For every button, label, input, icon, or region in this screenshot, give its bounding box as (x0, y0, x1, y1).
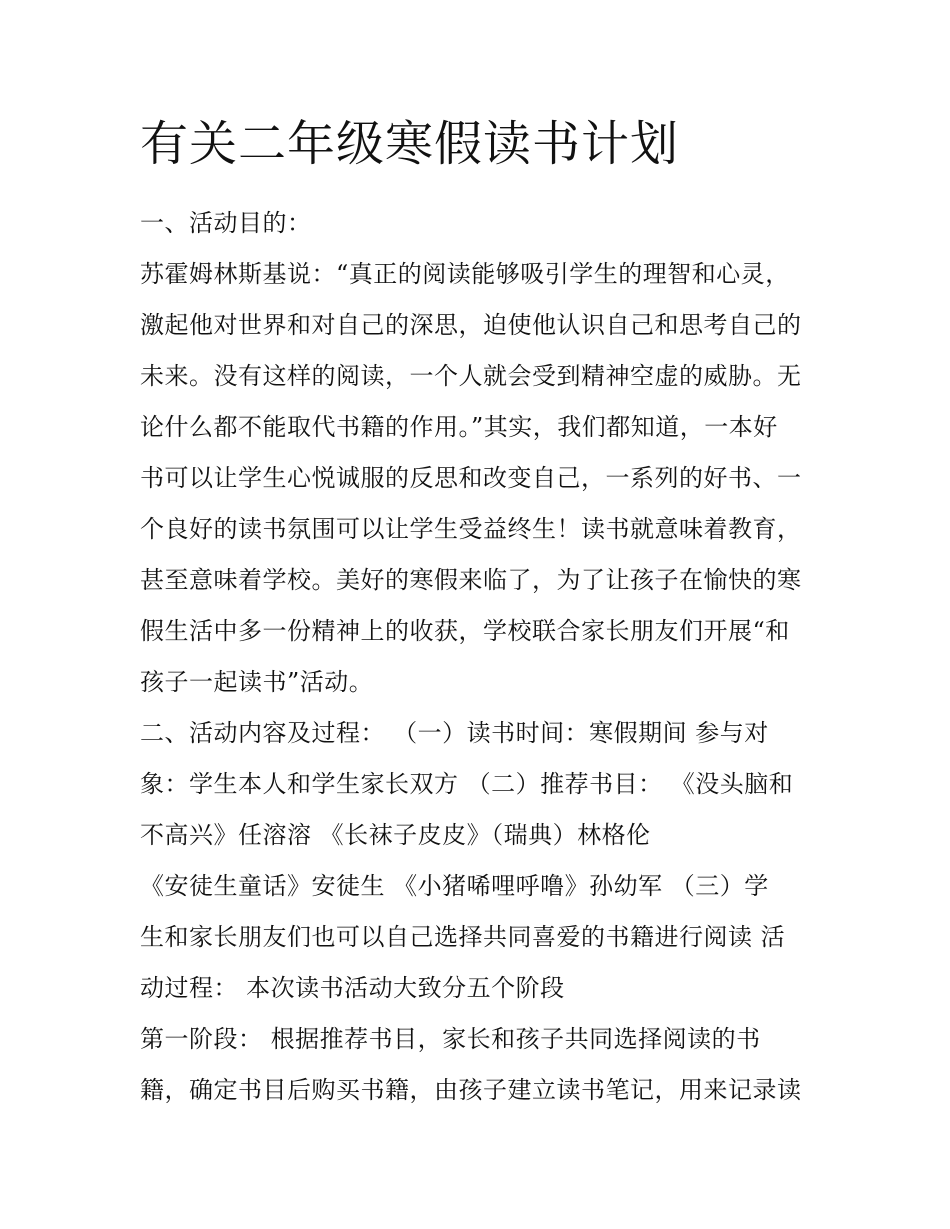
body-line: 动过程： 本次读书活动大致分五个阶段 (140, 974, 565, 1002)
body-line: 激起他对世界和对自己的深思，迫使他认识自己和思考自己的 (140, 311, 802, 339)
body-line: 论什么都不能取代书籍的作用。”其实，我们都知道，一本好 (140, 413, 778, 441)
body-line: 未来。没有这样的阅读，一个人就会受到精神空虚的威胁。无 (140, 362, 802, 390)
document-body (140, 198, 820, 1116)
body-line: 苏霍姆林斯基说：“真正的阅读能够吸引学生的理智和心灵， (140, 260, 790, 288)
body-line: 甚至意味着学校。美好的寒假来临了，为了让孩子在愉快的寒 (140, 566, 802, 594)
body-line: 一、活动目的： (140, 209, 312, 237)
body-line: 不高兴》任溶溶 《长袜子皮皮》（瑞典）林格伦 (140, 821, 651, 849)
body-line: 象：学生本人和学生家长双方 （二）推荐书目： 《没头脑和 (140, 770, 794, 798)
body-line: 二、活动内容及过程： （一）读书时间：寒假期间 参与对 (140, 719, 769, 747)
body-line: 孩子一起读书”活动。 (140, 668, 374, 696)
body-line: 生和家长朋友们也可以自己选择共同喜爱的书籍进行阅读 活 (140, 923, 786, 951)
document-title: 有关二年级寒假读书计划 (140, 116, 680, 172)
body-line: 第一阶段： 根据推荐书目，家长和孩子共同选择阅读的书 (140, 1025, 761, 1053)
body-line: 假生活中多一份精神上的收获，学校联合家长朋友们开展“和 (140, 617, 790, 645)
body-line: 籍，确定书目后购买书籍，由孩子建立读书笔记，用来记录读 (140, 1076, 802, 1104)
body-line: 《安徒生童话》安徒生 《小猪唏哩呼噜》孙幼军 （三）学 (140, 872, 769, 900)
body-line: 个良好的读书氛围可以让学生受益终生！读书就意味着教育， (140, 515, 802, 543)
body-line: 书可以让学生心悦诚服的反思和改变自己，一系列的好书、一 (140, 464, 802, 492)
